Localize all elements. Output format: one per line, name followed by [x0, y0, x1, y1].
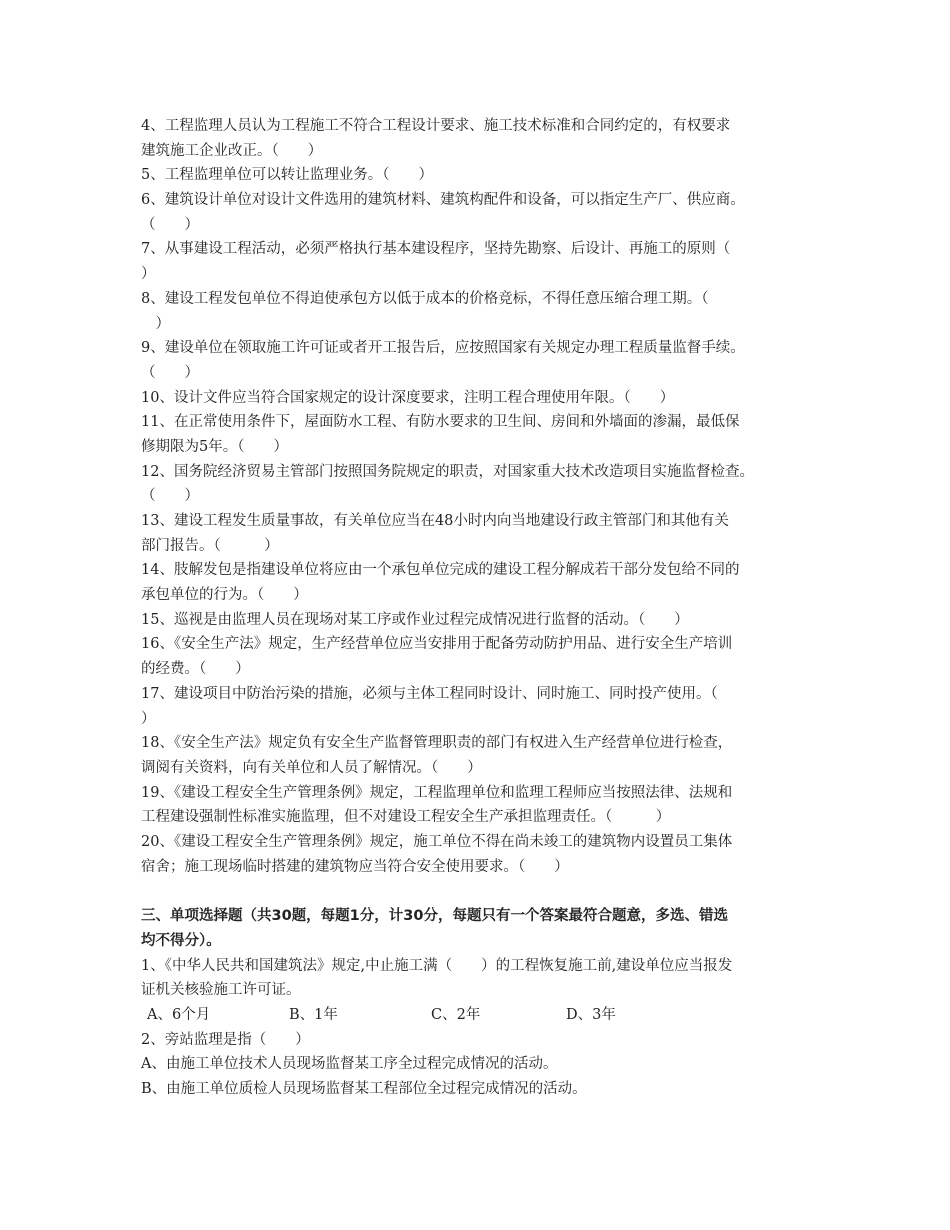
question-1-line-1: 1、《中华人民共和国建筑法》规定,中止施工满（ ）的工程恢复施工前,建设单位应当报发	[141, 957, 733, 974]
question-text-line: 18、《安全生产法》规定负有安全生产监督管理职责的部门有权进入生产经营单位进行检查，	[141, 735, 733, 752]
question-text-line: 部门报告。（ ）	[141, 537, 279, 554]
question-text-line: 修期限为5年。（ ）	[141, 438, 288, 455]
question-text-line: 9、建设单位在领取施工许可证或者开工报告后，应按照国家有关规定办理工程质量监督手续。	[141, 340, 745, 357]
question-2-stem: 2、旁站监理是指（ ）	[141, 1031, 310, 1048]
question-text-line: 宿舍；施工现场临时搭建的建筑物应当符合安全使用要求。（ ）	[141, 858, 569, 875]
question-1-options	[141, 1003, 823, 1028]
option-c: C、2年	[431, 1007, 481, 1024]
question-text-line: 12、国务院经济贸易主管部门按照国务院规定的职责，对国家重大技术改造项目实施监督检查。	[141, 463, 754, 480]
question-text-line: 10、设计文件应当符合国家规定的设计深度要求，注明工程合理使用年限。（ ）	[141, 389, 675, 406]
question-text-line: 调阅有关资料，向有关单位和人员了解情况。（ ）	[141, 759, 482, 776]
question-text-line: 20、《建设工程安全生产管理条例》规定，施工单位不得在尚未竣工的建筑物内设置员工集体	[141, 833, 733, 850]
question-2-option-b: B、由施工单位质检人员现场监督某工程部位全过程完成情况的活动。	[141, 1081, 587, 1098]
question-text-line: ）	[141, 266, 156, 283]
question-text-line: 6、建筑设计单位对设计文件选用的建筑材料、建筑构配件和设备，可以指定生产厂、供应商。	[141, 192, 745, 209]
question-text-line: 7、从事建设工程活动，必须严格执行基本建设程序，坚持先勘察、后设计、再施工的原则（	[141, 241, 731, 258]
question-text-line: 工程建设强制性标准实施监理，但不对建设工程安全生产承担监理责任。（ ）	[141, 809, 671, 826]
section-heading-line-1: 三、单项选择题（共30题，每题1分，计30分，每题只有一个答案最符合题意，多选、错选	[141, 908, 728, 925]
judgment-questions	[141, 114, 823, 879]
question-text-line: ）	[141, 315, 170, 332]
option-a: A、6个月	[147, 1007, 211, 1024]
question-text-line: 14、肢解发包是指建设单位将应由一个承包单位完成的建设工程分解成若干部分发包给不同的	[141, 562, 740, 579]
question-2-option-a: A、由施工单位技术人员现场监督某工序全过程完成情况的活动。	[141, 1056, 558, 1073]
question-text-line: 17、建设项目中防治污染的措施，必须与主体工程同时设计、同时施工、同时投产使用。（	[141, 685, 718, 702]
question-text-line: 8、建设工程发包单位不得迫使承包方以低于成本的价格竞标，不得任意压缩合理工期。（	[141, 290, 709, 307]
question-text-line: 15、巡视是由监理人员在现场对某工序或作业过程完成情况进行监督的活动。（ ）	[141, 611, 689, 628]
question-text-line: （ ）	[141, 216, 199, 233]
option-d: D、3年	[566, 1007, 616, 1024]
question-text-line: 13、建设工程发生质量事故，有关单位应当在48小时内向当地建设行政主管部门和其他有关	[141, 513, 729, 529]
question-text-line: （ ）	[141, 364, 199, 381]
question-text-line: 的经费。（ ）	[141, 661, 250, 678]
question-text-line: 11、在正常使用条件下，屋面防水工程、有防水要求的卫生间、房间和外墙面的渗漏，最低保	[141, 414, 740, 431]
question-1-line-2: 证机关核验施工许可证。	[141, 982, 301, 999]
question-text-line: 19、《建设工程安全生产管理条例》规定，工程监理单位和监理工程师应当按照法律、法规和	[141, 784, 733, 801]
question-text-line: 承包单位的行为。（ ）	[141, 587, 308, 604]
section-heading-line-2: 均不得分）。	[141, 933, 221, 949]
option-b: B、1年	[289, 1007, 338, 1024]
question-text-line: （ ）	[141, 488, 199, 505]
question-text-line: 4、工程监理人员认为工程施工不符合工程设计要求、施工技术标准和合同约定的，有权要求	[141, 118, 731, 134]
question-text-line: 建筑施工企业改正。（ ）	[141, 142, 323, 159]
document-page	[141, 114, 823, 1102]
question-text-line: 16、《安全生产法》规定，生产经营单位应当安排用于配备劳动防护用品、进行安全生产培训	[141, 636, 733, 653]
question-text-line: ）	[141, 710, 156, 727]
question-text-line: 5、工程监理单位可以转让监理业务。（ ）	[141, 167, 433, 184]
